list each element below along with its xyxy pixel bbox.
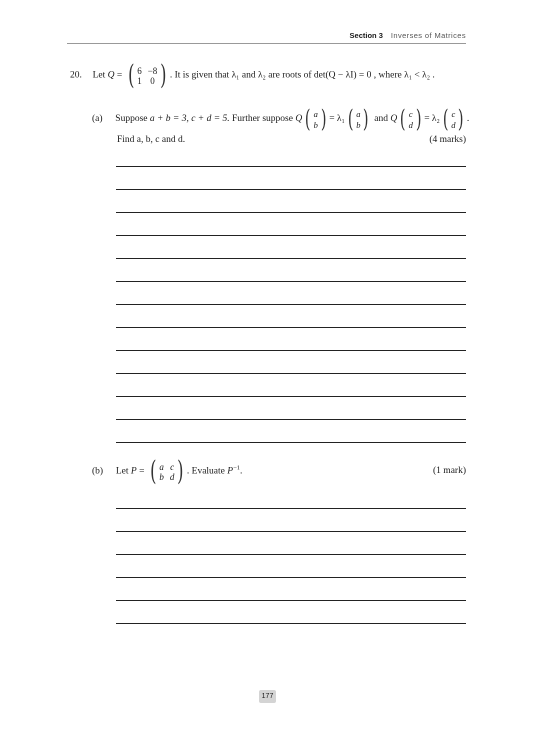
answer-line[interactable]	[116, 442, 466, 443]
matrix-q-cell: −8	[147, 65, 158, 76]
answer-line[interactable]	[116, 212, 466, 213]
and-text: and	[374, 114, 388, 125]
matrix-q-cell: 1	[137, 75, 142, 86]
vector-entry: d	[451, 119, 456, 130]
vector-ab: ( a b )	[305, 105, 327, 133]
answer-line[interactable]	[116, 189, 466, 190]
part-b-marks: (1 mark)	[433, 466, 466, 476]
matrix-q-ref: Q	[390, 114, 398, 125]
answer-line[interactable]	[116, 258, 466, 259]
vector-entry: d	[408, 119, 413, 130]
matrix-q-name: Q	[107, 70, 115, 81]
answer-line[interactable]	[116, 327, 466, 328]
vector-entry: c	[451, 108, 456, 119]
period: .	[239, 466, 243, 477]
page-number: 177	[259, 690, 276, 703]
vector-entry: a	[356, 108, 361, 119]
vector-cd-rhs: ( c d )	[442, 105, 464, 133]
part-a-instruction: Find a, b, c and d.	[117, 135, 186, 145]
matrix-p: ( a c b d )	[149, 456, 184, 487]
equals-lambda2: = λ₂	[424, 114, 440, 125]
vector-ab-rhs: ( a b )	[347, 105, 369, 133]
answer-line[interactable]	[116, 304, 466, 305]
matrix-p-cell: b	[159, 471, 164, 482]
inverse-power: −1	[233, 464, 240, 472]
question-number: 20.	[70, 70, 82, 81]
part-a-further: Further suppose	[232, 114, 293, 125]
matrix-p-name: P	[130, 466, 137, 477]
answer-line[interactable]	[116, 554, 466, 555]
matrix-q-ref: Q	[295, 114, 303, 125]
equals-lambda1: = λ₁	[329, 114, 345, 125]
section-label: Section 3	[349, 31, 383, 40]
answer-line[interactable]	[116, 623, 466, 624]
let-text: Let	[92, 70, 106, 81]
answer-line[interactable]	[116, 235, 466, 236]
vector-entry: a	[313, 108, 318, 119]
header-rule	[67, 43, 466, 44]
answer-line[interactable]	[116, 600, 466, 601]
part-b-label: (b)	[92, 466, 104, 477]
answer-line[interactable]	[116, 281, 466, 282]
evaluate-text: . Evaluate	[186, 466, 225, 477]
vector-cd: ( c d )	[400, 105, 422, 133]
vector-entry: b	[356, 119, 361, 130]
part-a	[92, 107, 469, 131]
part-a-eq2: c + d = 5.	[191, 114, 230, 125]
answer-line[interactable]	[116, 508, 466, 509]
answer-line[interactable]	[116, 396, 466, 397]
answer-line[interactable]	[116, 373, 466, 374]
matrix-p-cell: c	[170, 461, 175, 472]
part-b: (b) Let P = ( a c b d ) . Evaluate $P^{-1}$.	[92, 456, 243, 487]
matrix-q: ( 6 −8 1 0 )	[127, 60, 167, 91]
matrix-q-cell: 6	[137, 65, 142, 76]
part-b-let: Let	[115, 466, 129, 477]
p-inverse: P	[227, 466, 234, 477]
question-stem-text: . It is given that λ₁ and λ₂ are roots of det(Q − λI) = 0 , where λ₁ < λ₂ .	[169, 70, 435, 81]
answer-line[interactable]	[116, 577, 466, 578]
matrix-p-cell: d	[169, 471, 175, 482]
answer-line[interactable]	[116, 419, 466, 420]
answer-line[interactable]	[116, 350, 466, 351]
vector-entry: b	[313, 119, 318, 130]
part-a-label: (a)	[92, 114, 103, 125]
part-a-marks: (4 marks)	[429, 135, 466, 145]
question-stem: 20. Let Q = ( 6 −8 1 0 ) . It is given that λ₁ and λ₂ are roots of det(Q − λI) = 0 , where λ₁ < λ₂ .	[70, 60, 435, 91]
matrix-p-cell: a	[159, 461, 164, 472]
section-title: Inverses of Matrices	[390, 31, 466, 40]
part-a-suppose: Suppose	[115, 114, 148, 125]
answer-line[interactable]	[116, 166, 466, 167]
matrix-q-cell: 0	[150, 75, 155, 86]
part-a-eq1: a + b = 3,	[149, 114, 189, 125]
period: .	[466, 114, 470, 125]
running-header	[350, 31, 466, 40]
vector-entry: c	[408, 108, 413, 119]
answer-line[interactable]	[116, 531, 466, 532]
